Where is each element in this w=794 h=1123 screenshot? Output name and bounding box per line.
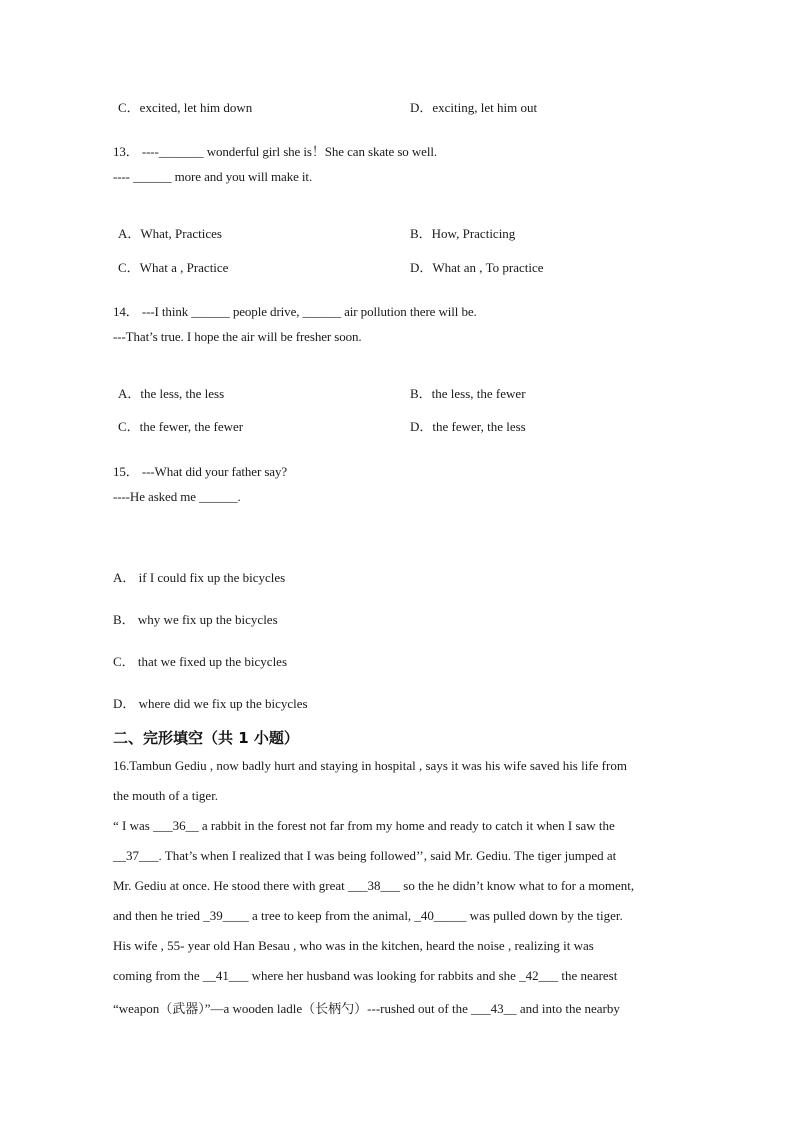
q15-option-c: C． that we fixed up the bicycles — [113, 654, 288, 669]
section-heading-cloze: 二、完形填空（共 1 小题） — [113, 729, 299, 747]
q14-option-c: C．the fewer, the fewer — [118, 419, 244, 434]
q15-stem-line2: ----He asked me ______. — [113, 489, 241, 504]
q14-option-d: D．the fewer, the less — [410, 419, 526, 434]
q15-stem-line1: 15． ---What did your father say? — [113, 464, 288, 479]
q16-passage-line: and then he tried _39____ a tree to keep from the animal, _40_____ was pulled down by the tiger. — [113, 908, 623, 923]
q13-option-d: D．What an , To practice — [410, 260, 544, 275]
q15-option-b: B． why we fix up the bicycles — [113, 612, 278, 627]
q13-option-b: B．How, Practicing — [410, 226, 516, 241]
q13-stem-line1: 13． ----_______ wonderful girl she is！She can skate so well. — [113, 144, 437, 159]
q16-passage-line: 16.Tambun Gediu , now badly hurt and staying in hospital , says it was his wife saved his life from — [113, 758, 627, 773]
q14-stem-line2: ---That’s true. I hope the air will be fresher soon. — [113, 329, 362, 344]
q13-stem-line2: ---- ______ more and you will make it. — [113, 169, 313, 184]
q14-stem-line1: 14． ---I think ______ people drive, ______ air pollution there will be. — [113, 304, 477, 319]
q13-option-a: A．What, Practices — [118, 226, 222, 241]
q14-option-a: A．the less, the less — [118, 386, 225, 401]
q12-option-c: C．excited, let him down — [118, 100, 253, 115]
q16-passage-line: Mr. Gediu at once. He stood there with great ___38___ so the he didn’t know what to for a moment, — [113, 878, 635, 893]
q13-option-c: C．What a , Practice — [118, 260, 229, 275]
q16-passage-line: coming from the __41___ where her husband was looking for rabbits and she _42___ the nearest — [113, 968, 618, 983]
q16-passage-line: __37___. That’s when I realized that I was being followed’’, said Mr. Gediu. The tiger jumped at — [113, 848, 617, 863]
q16-passage-line: His wife , 55- year old Han Besau , who was in the kitchen, heard the noise , realizing it was — [113, 938, 594, 953]
q12-option-d: D．exciting, let him out — [410, 100, 538, 115]
q15-option-d: D． where did we fix up the bicycles — [113, 696, 308, 711]
q16-passage-line: “ I was ___36__ a rabbit in the forest not far from my home and ready to catch it when I saw the — [113, 818, 615, 833]
q16-passage-line: the mouth of a tiger. — [113, 788, 219, 803]
q16-passage-line: “weapon（武器）”—a wooden ladle（长柄勺）---rushed out of the ___43__ and into the nearby — [113, 1001, 620, 1016]
q14-option-b: B．the less, the fewer — [410, 386, 526, 401]
q15-option-a: A． if I could fix up the bicycles — [113, 570, 286, 585]
